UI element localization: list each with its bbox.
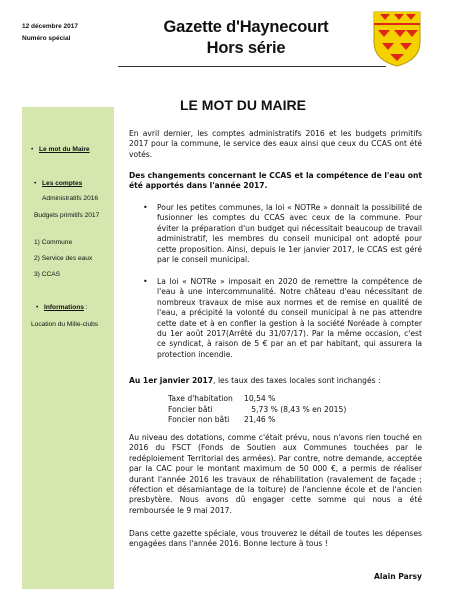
crest-band	[374, 23, 420, 25]
masthead-rule	[118, 66, 386, 67]
tax-rate-value: 10,54 %	[244, 394, 276, 403]
date-text: 12 décembre 2017	[22, 23, 79, 30]
paragraph-dotations: Au niveau des dotations, comme c'était prévu, nous n'avons rien touché en 2016 du FSCT (Fonds de Soutien aux Communes touchées par le redéploiement Territorial des armées). Par contre, notre demande, acceptée par la CAC pour le montant maximum de 50 000 €, a permis de réaliser durant l'année 2016 les travaux de réhabilitation (ravalement de façade ; réfection et désamiantage de la toiture) de l'ancienne école et de l'ancien presbytère. Nous avons dû engager cette somme qui nous a été remboursée le 9 mai 2017.	[129, 433, 422, 515]
sidebar-item-label: Informations	[44, 304, 84, 311]
tax-rate-value: 5,73 % (8,43 % en 2015)	[244, 404, 347, 414]
tax-rate-label: Foncier bâti	[168, 404, 213, 414]
paragraph-taxes	[129, 376, 422, 386]
sidebar-item-informations[interactable]	[36, 303, 88, 312]
tax-rate-value: 21,46 %	[244, 415, 276, 425]
tax-rates	[168, 394, 346, 426]
tax-rate-label: Taxe d'habitation	[168, 394, 233, 403]
sidebar-item-ccas[interactable]: 3) CCAS	[34, 271, 61, 278]
sidebar-item-mot-du-maire[interactable]	[31, 145, 90, 154]
tax-rate-row	[168, 415, 346, 426]
bullet-icon: •	[143, 277, 148, 286]
paragraph-closing: Dans cette gazette spéciale, vous trouverez le détail de toutes les dépenses engagées dans l'année 2016. Bonne lecture à tous !	[129, 529, 422, 549]
bullet-icon: •	[143, 203, 148, 212]
masthead	[150, 17, 342, 59]
tax-rate-row	[168, 405, 346, 416]
sidebar-item-les-comptes[interactable]	[34, 179, 82, 188]
sidebar-item-service-eaux[interactable]: 2) Service des eaux	[34, 255, 93, 262]
paragraph-intro: En avril dernier, les comptes administratifs 2016 et les budgets primitifs 2017 pour la commune, le service des eaux ainsi que ceux du CCAS ont été votés.	[129, 129, 422, 159]
tax-rate-label: Foncier non bâti	[168, 415, 230, 425]
page-title: LE MOT DU MAIRE	[180, 97, 306, 113]
bullet-ccas-text: Pour les petites communes, la loi « NOTRe » donnait la possibilité de fusionner les comptes du CCAS avec ceux de la commune. Pour éviter la préparation d'un budget qui nécessitait beaucoup de travail administratif, les membres du conseil municipal ont adopté pour cette proposition. Ainsi, depuis le 1er janvier 2017, le CCAS est géré par le conseil municipal.	[157, 203, 422, 265]
sidebar-item-location[interactable]: Location du Mille-clubs	[31, 321, 99, 328]
sidebar-item-label: Les comptes	[42, 180, 83, 187]
masthead-title: Gazette d'Haynecourt	[163, 18, 329, 36]
bullet-eau	[143, 277, 422, 360]
masthead-subtitle: Hors série	[206, 39, 286, 57]
sidebar-item-suffix: :	[83, 304, 88, 311]
paragraph-changes: Des changements concernant le CCAS et la compétence de l'eau ont été apportés dans l'année 2017.	[129, 171, 422, 191]
sidebar	[22, 107, 114, 589]
tax-rate-row	[168, 394, 346, 405]
taxes-date: Au 1er janvier 2017	[129, 376, 214, 385]
issue-text: Numéro spécial	[22, 35, 71, 42]
bullet-eau-text: La loi « NOTRe » imposait en 2020 de remettre la compétence de l'eau à une intercommunalité. Notre château d'eau nécessitant de nombreux travaux de mise aux normes et de remise en qualité de l'eau, a précipité la volonté du conseil municipal à ne pas attendre cette date et à en confier la gestion à la société Noréade à compter du 1er août 2017(Arrêté du 31/07/17). Par la même occasion, c'est ce syndicat, à raison de 5 € par an et par habitant, qui assurera la protection incendie.	[157, 277, 422, 359]
sidebar-item-label: Le mot du Maire	[39, 146, 90, 153]
sidebar-item-administratifs[interactable]: Administratifs 2016	[42, 195, 99, 202]
sidebar-item-budgets[interactable]: Budgets primitifs 2017	[34, 212, 100, 219]
sidebar-item-commune[interactable]: 1) Commune	[34, 239, 73, 246]
issue-date	[22, 21, 78, 45]
taxes-text: , les taux des taxes locales sont inchangés :	[213, 376, 381, 385]
coat-of-arms-icon	[372, 10, 422, 68]
bullet-ccas	[143, 203, 422, 265]
signature: Alain Parsy	[374, 572, 422, 581]
